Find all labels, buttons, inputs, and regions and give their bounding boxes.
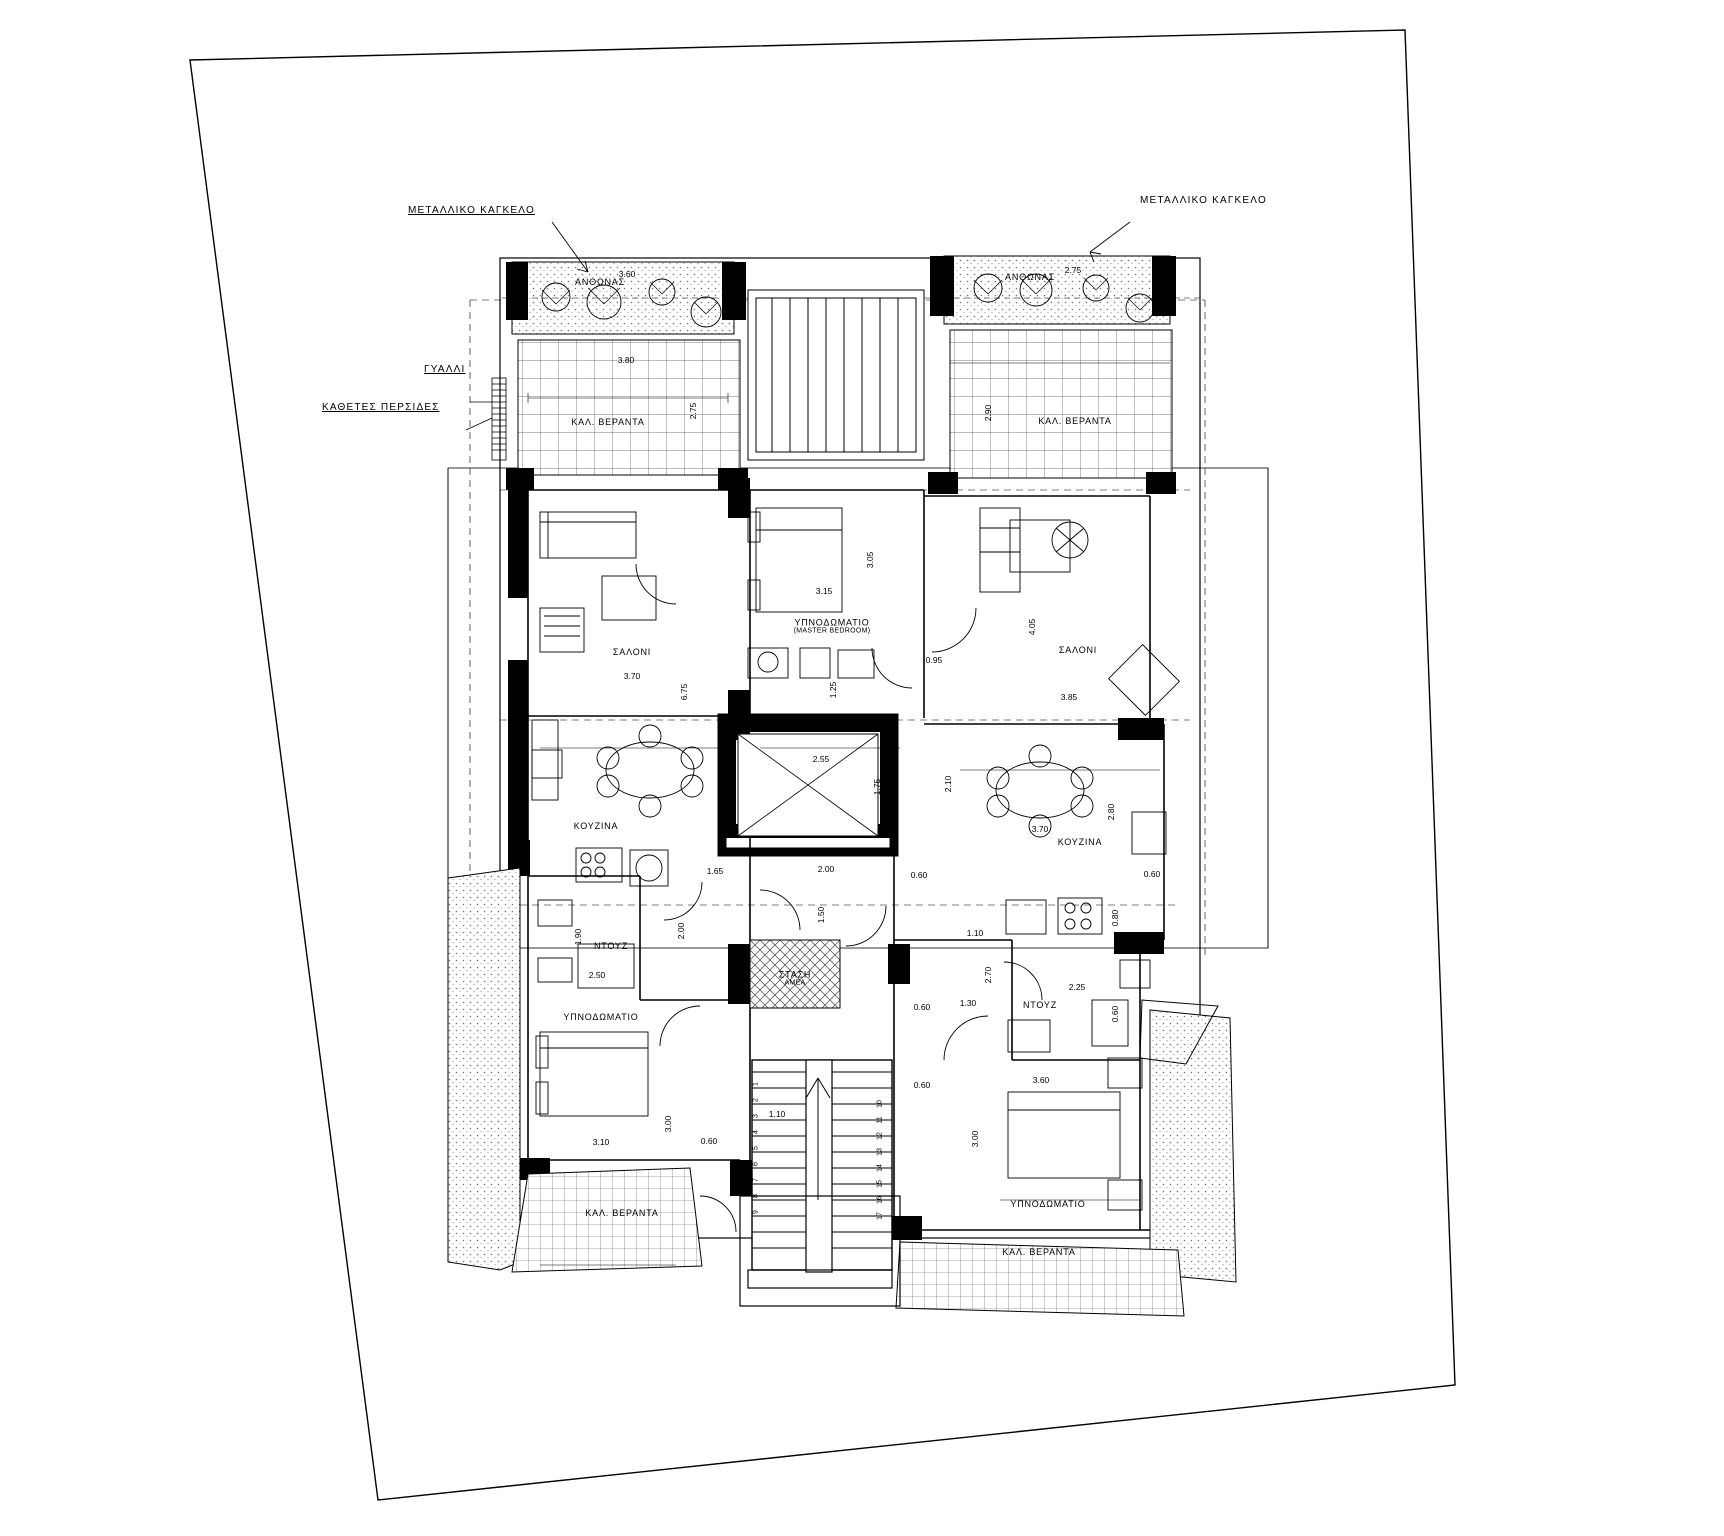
central-shaft-top — [748, 290, 924, 460]
dimension-text: 0.60 — [700, 1136, 718, 1146]
dimension-text: 1.30 — [959, 998, 977, 1008]
room-label-anthonas-left: ΑΝΘΩΝΑΣ — [575, 277, 625, 287]
dimension-text: 2.70 — [815, 714, 833, 724]
dimension-text: 2.00 — [676, 922, 686, 940]
dimension-text: 1.75 — [872, 778, 882, 796]
dimension-text: 3.85 — [1060, 692, 1078, 702]
lift-shaft — [722, 718, 894, 852]
dimension-text: 6.75 — [679, 683, 689, 701]
stair-step-number: 13 — [876, 1148, 884, 1156]
dimension-text: 2.50 — [588, 970, 606, 980]
furniture-left — [532, 512, 703, 1116]
dimension-text: 0.60 — [1110, 1005, 1120, 1023]
room-label-kitchen-left: ΚΟΥΖΙΝΑ — [573, 821, 619, 831]
dimension-text: 2.90 — [983, 404, 993, 422]
room-label-shower-left: ΝΤΟΥΖ — [593, 941, 629, 951]
dimension-text: 2.75 — [688, 402, 698, 420]
right-planter — [944, 256, 1170, 324]
dimension-text: 2.75 — [1064, 265, 1082, 275]
amea-name: ΣΤΑΣΗ — [778, 969, 812, 980]
dimension-text: 0.60 — [910, 870, 928, 880]
stair-step-number: 17 — [876, 1212, 884, 1220]
lower-right-terrace — [896, 1000, 1236, 1316]
stair-step-number: 7 — [752, 1178, 760, 1182]
room-label-balcony-left: ΚΑΛ. ΒΕΡΑΝΤΑ — [571, 417, 645, 427]
stair-step-number: 3 — [752, 1114, 760, 1118]
dimension-text: 2.10 — [943, 775, 953, 793]
stair-step-number: 6 — [752, 1162, 760, 1166]
dimension-text: 1.25 — [828, 681, 838, 699]
furniture-master — [748, 508, 874, 678]
note-metal-railing-right: ΜΕΤΑΛΛΙΚΟ ΚΑΓΚΕΛΟ — [1140, 195, 1267, 206]
dimension-text: 3.05 — [865, 551, 875, 569]
room-label-living-left: ΣΑΛΟΝΙ — [612, 647, 652, 657]
note-glass: ΓΥΑΛΛΙ — [424, 364, 466, 375]
dimension-text: 0.80 — [1110, 909, 1120, 927]
stair-step-number: 16 — [876, 1196, 884, 1204]
dimension-text: 0.60 — [1143, 869, 1161, 879]
stair-step-number: 8 — [752, 1194, 760, 1198]
dimension-text: 2.25 — [1068, 982, 1086, 992]
dimension-text: 3.00 — [970, 1130, 980, 1148]
dimension-text: 2.00 — [817, 864, 835, 874]
dimension-text: 3.15 — [815, 586, 833, 596]
stair-step-number: 5 — [752, 1146, 760, 1150]
dimension-text: 1.90 — [573, 928, 583, 946]
dimension-text: 3.70 — [623, 671, 641, 681]
dimension-text: 1.10 — [768, 1109, 786, 1119]
room-label-living-right: ΣΑΛΟΝΙ — [1058, 645, 1098, 655]
dimension-text: 1.65 — [706, 866, 724, 876]
room-label-shower-right: ΝΤΟΥΖ — [1022, 1000, 1058, 1010]
dimension-text: 0.95 — [925, 655, 943, 665]
dimension-text: 3.10 — [592, 1137, 610, 1147]
amea-sub: ΑΜΕΑ — [784, 979, 806, 987]
dimension-text: 3.60 — [618, 269, 636, 279]
master-bedroom-sub: (MASTER BEDROOM) — [793, 627, 871, 635]
room-label-master-bedroom — [794, 618, 871, 635]
room-label-balcony-lower-left: ΚΑΛ. ΒΕΡΑΝΤΑ — [585, 1208, 659, 1218]
stair-step-number: 10 — [876, 1100, 884, 1108]
stair-step-number: 4 — [752, 1130, 760, 1134]
dimension-text: 1.50 — [816, 906, 826, 924]
staircase — [752, 1060, 892, 1272]
room-label-balcony-right: ΚΑΛ. ΒΕΡΑΝΤΑ — [1038, 416, 1112, 426]
room-label-anthonas-right: ΑΝΘΩΝΑΣ — [1005, 272, 1055, 282]
dimension-text: 2.55 — [812, 754, 830, 764]
room-label-amea-stop — [779, 970, 811, 987]
dimension-text: 1.10 — [966, 928, 984, 938]
dimension-text: 3.00 — [663, 1115, 673, 1133]
stair-step-number: 2 — [752, 1098, 760, 1102]
dimension-text: 4.05 — [1027, 618, 1037, 636]
stair-step-number: 12 — [876, 1132, 884, 1140]
dimension-text: 0.60 — [913, 1002, 931, 1012]
stair-step-number: 14 — [876, 1164, 884, 1172]
note-metal-railing-left: ΜΕΤΑΛΛΙΚΟ ΚΑΓΚΕΛΟ — [408, 205, 535, 216]
dimension-text: 2.70 — [983, 966, 993, 984]
dimension-text: 2.80 — [1106, 803, 1116, 821]
note-vertical-blinds: ΚΑΘΕΤΕΣ ΠΕΡΣΙΔΕΣ — [322, 402, 440, 413]
dimension-text: 3.70 — [1031, 824, 1049, 834]
stair-step-number: 11 — [876, 1116, 884, 1124]
stair-step-number: 9 — [752, 1210, 760, 1214]
room-label-bedroom-left: ΥΠΝΟΔΩΜΑΤΙΟ — [563, 1012, 639, 1022]
louvers — [492, 378, 506, 460]
dimension-text: 3.60 — [1032, 1075, 1050, 1085]
room-label-kitchen-right: ΚΟΥΖΙΝΑ — [1057, 837, 1103, 847]
room-label-balcony-lower-right: ΚΑΛ. ΒΕΡΑΝΤΑ — [1002, 1247, 1076, 1257]
stair-step-number: 15 — [876, 1180, 884, 1188]
stair-step-number: 1 — [752, 1082, 760, 1086]
room-label-bedroom-right: ΥΠΝΟΔΩΜΑΤΙΟ — [1010, 1199, 1086, 1209]
dimension-text: 0.60 — [913, 1080, 931, 1090]
dimension-text: 3.80 — [617, 355, 635, 365]
master-bedroom-name: ΥΠΝΟΔΩΜΑΤΙΟ — [794, 617, 870, 628]
